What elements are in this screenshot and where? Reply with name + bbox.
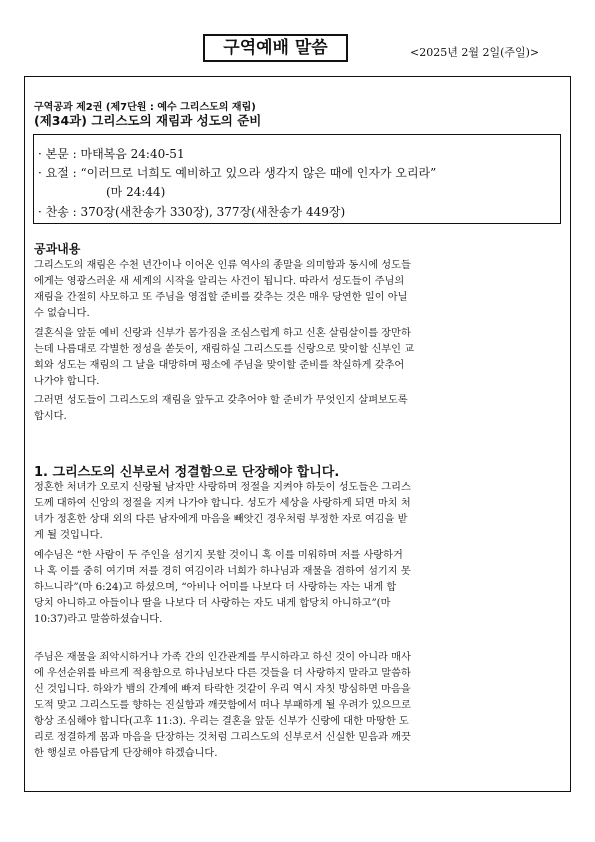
intro-paragraph — [34, 258, 560, 322]
text-line: 수 없습니다. — [34, 308, 90, 319]
text-line: 그리스도의 재림은 수천 년간이나 이어온 인류 역사의 종말을 의미함과 동시에 성도들 — [34, 260, 411, 271]
text-line: 항상 조심해야 합니다(고후 11:3). 우리는 결혼을 앞둔 신부가 신랑에 대한 마땅한 도 — [34, 716, 409, 727]
text-line: 재림을 간절히 사모하고 또 주님을 영접할 준비를 갖추는 것은 매우 당연한 일이 아닐 — [34, 292, 408, 303]
text-line: 에게는 영광스러운 새 세계의 시작을 알리는 사건이 됩니다. 따라서 성도들이 주님의 — [34, 276, 405, 287]
scripture-info-box — [33, 134, 561, 224]
text-line: 하느니라”(마 6:24)고 하셨으며, “아비나 어미를 나보다 더 사랑하는 자는 내게 합 — [34, 582, 397, 593]
text-line: 도께 대하여 신앙의 정절을 지켜 나가야 합니다. 성도가 세상을 사랑하게 되면 마치 처 — [34, 498, 411, 509]
text-line: 나가야 합니다. — [34, 376, 100, 387]
text-line: 예수님은 “한 사람이 두 주인을 섬기지 못할 것이니 혹 이를 미워하며 저를 사랑하거 — [34, 550, 403, 561]
text-line: 나 혹 이를 중히 여기며 저를 경히 여김이라 너희가 하나님과 재물을 겸하여 섬기지 못 — [34, 566, 411, 577]
text-line: 한 행실로 아름답게 단장해야 하겠습니다. — [34, 748, 218, 759]
text-line: 결혼식을 앞둔 예비 신랑과 신부가 몸가짐을 조심스럽게 하고 신혼 살림살이를 장만하 — [34, 328, 411, 339]
content-heading: 공과내용 — [34, 242, 81, 256]
section-heading: 1. 그리스도의 신부로서 정결함으로 단장해야 합니다. — [34, 465, 340, 480]
summary-verse-ref: (마 24:44) — [106, 185, 166, 199]
summary-verse-line: · 요절 : “이러므로 너희도 예비하고 있으라 생각지 않은 때에 인자가 오리라” — [38, 166, 437, 180]
service-date: <2025년 2월 2일(주일)> — [410, 46, 540, 59]
section-paragraph — [34, 548, 560, 628]
section-paragraph — [34, 480, 560, 544]
scripture-line: · 본문 : 마태복음 24:40-51 — [38, 147, 185, 161]
text-line: 당치 아니하고 아들이나 딸을 나보다 더 사랑하는 자도 내게 합당치 아니하고”(마 — [34, 598, 391, 609]
section-paragraph — [34, 650, 560, 762]
text-line: 합시다. — [34, 411, 67, 422]
text-line: 10:37)라고 말씀하셨습니다. — [34, 614, 163, 625]
page-title: 구역예배 말씀 — [203, 34, 348, 62]
hymns-line: · 찬송 : 370장(새찬송가 330장), 377장(새찬송가 449장) — [38, 205, 346, 219]
text-line: 에 우선순위를 바르게 적용함으로 하나님보다 다른 것들을 더 사랑하지 말라고 말씀하 — [34, 668, 411, 679]
text-line: 신 것입니다. 하와가 뱀의 간계에 빠져 타락한 것같이 우리 역시 자칫 방심하면 마음을 — [34, 684, 411, 695]
text-line: 게 될 것입니다. — [34, 530, 103, 541]
intro-paragraph — [34, 393, 560, 425]
text-line: 정혼한 처녀가 오로지 신랑될 남자만 사랑하며 정절을 지켜야 하듯이 성도들은 그리스 — [34, 482, 411, 493]
lesson-title: (제34과) 그리스도의 재림과 성도의 준비 — [34, 113, 262, 128]
text-line: 녀가 정혼한 상대 외의 다른 남자에게 마음을 빼앗긴 경우처럼 부정한 자로 여김을 받 — [34, 514, 408, 525]
text-line: 리로 정결하게 몸과 마음을 단장하는 것처럼 그리스도의 신부로서 신실한 믿음과 깨끗 — [34, 732, 411, 743]
text-line: 회와 성도는 재림의 그 날을 대망하며 평소에 주님을 맞이할 준비를 착실하게 갖추어 — [34, 360, 405, 371]
text-line: 주님은 재물을 죄악시하거나 가족 간의 인간관계를 무시하라고 하신 것이 아니라 매사 — [34, 652, 411, 663]
lesson-subtitle: 구역공과 제2권 (제7단원 : 예수 그리스도의 재림) — [34, 102, 256, 113]
text-line: 도적 맞고 그리스도를 향하는 진실함과 깨끗함에서 떠나 부패하게 될 우려가 있으므로 — [34, 700, 411, 711]
intro-paragraph — [34, 326, 560, 390]
text-line: 는데 나름대로 각별한 정성을 쏟듯이, 재림하실 그리스도를 신랑으로 맞이할 신부인 교 — [34, 344, 415, 355]
text-line: 그러면 성도들이 그리스도의 재림을 앞두고 갖추어야 할 준비가 무엇인지 살펴보도록 — [34, 395, 408, 406]
